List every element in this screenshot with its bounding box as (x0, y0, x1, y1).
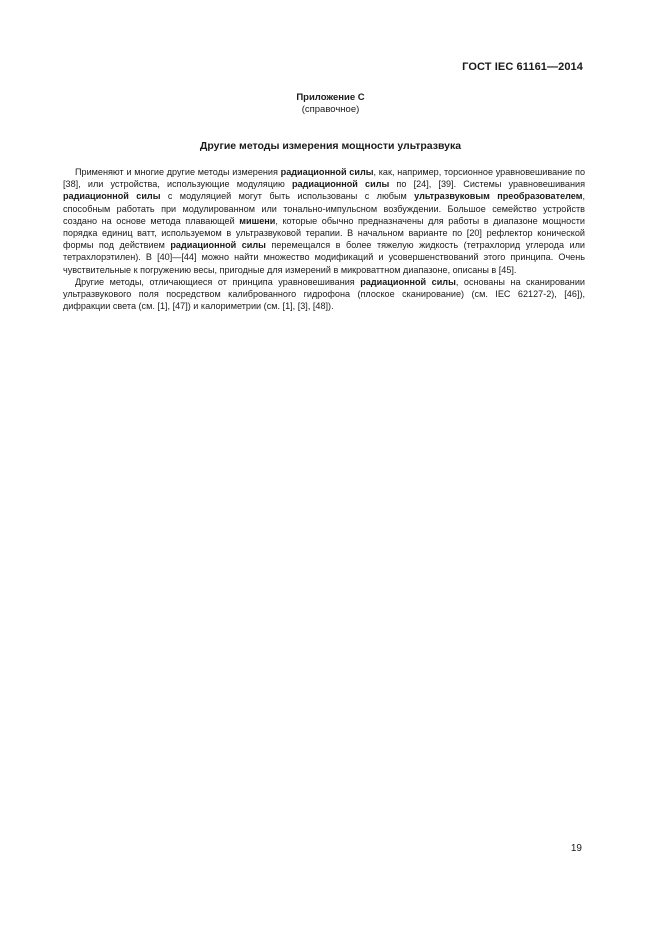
text-run: по [24], [39]. Системы уравновешивания (389, 179, 585, 190)
annex-title: Приложение С (296, 92, 365, 103)
text-run: Другие методы, отличающиеся от принципа уравновешивания (75, 276, 361, 287)
annex-kind: (справочное) (301, 104, 360, 115)
section-title: Другие методы измерения мощности ультразвука (199, 140, 462, 152)
paragraph (63, 166, 585, 276)
term-bold: радиационной силы (280, 167, 374, 177)
term-bold: радиационной силы (63, 191, 161, 202)
text-run: перемещался в более тяжелую жидкость (тетрахлорид углерода или тетрахлорэтилен). В [40]—[44] можно найти множество модификаций и усовершенствований этого принципа. Очень чувствительные к погружению весы, пригодные для измерений в микроваттном диапазоне, описаны в [45]. (63, 240, 585, 275)
term-bold: радиационной силы (291, 179, 390, 190)
term-bold: ультразвуковым преобразователем (414, 191, 583, 202)
text-run: , как, например, торсионное уравновешивание по [38], или устройства, использующие модуляцию (63, 167, 586, 190)
term-bold: радиационной силы (170, 240, 266, 251)
paragraph (63, 276, 585, 313)
text-run: , способным работать при модулированном или тонально-импульсном возбуждении. Большое семейство устройств создано на основе метода плавающей (63, 191, 585, 226)
term-bold: радиационной силы (360, 276, 456, 287)
document-code: ГОСТ IEC 61161—2014 (462, 61, 583, 73)
text-run: с модуляцией могут быть использованы с любым (160, 191, 415, 202)
annex-heading (0, 92, 661, 116)
text-run: , основаны на сканировании ультразвукового поля посредством калиброванного гидрофона (плоское сканирование) (см. IEC 62127-2), [46]), дифракции света (см. [1], [47]) и калориметрии (см. [1], [3], [48]). (63, 276, 585, 312)
text-run: Применяют и многие другие методы измерения (75, 167, 281, 177)
body-text (63, 166, 585, 312)
term-bold: мишени (239, 215, 276, 226)
text-run: , которые обычно предназначены для работы в диапазоне мощности порядка единиц ватт, используемом в ультразвуковой терапии. В начальном варианте по [20] рефлектор конической формы под действием (63, 215, 585, 251)
page-number: 19 (570, 843, 582, 854)
